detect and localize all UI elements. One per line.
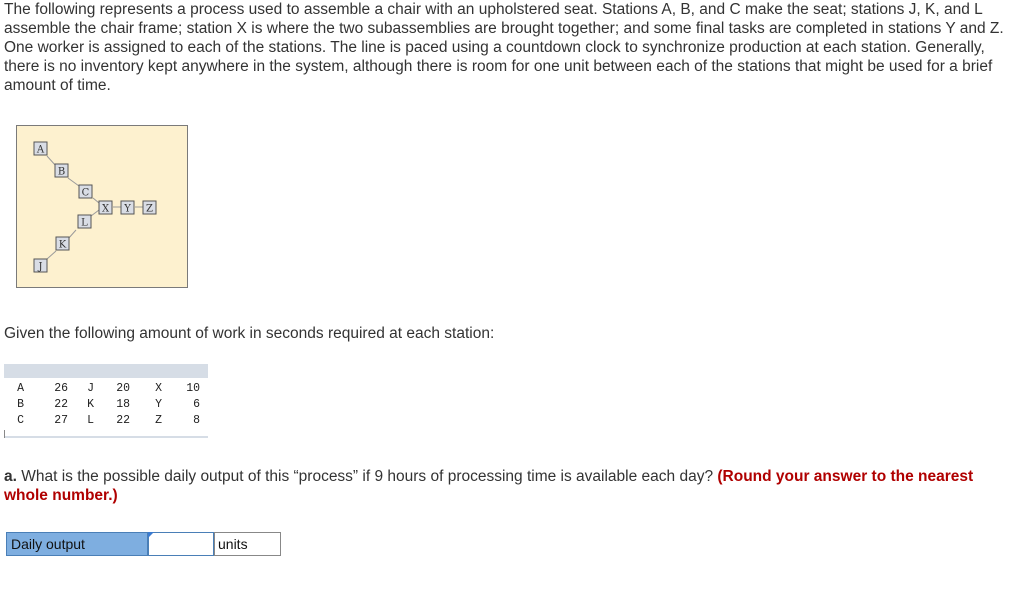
- table-rule-line: [4, 436, 208, 438]
- process-flow-diagram: [16, 125, 188, 288]
- table-cell: 22: [54, 397, 68, 411]
- flow-line-l-x: [91, 210, 99, 216]
- table-header-bar: [4, 364, 208, 378]
- station-x: [99, 201, 112, 215]
- table-row: [4, 396, 200, 412]
- table-cell: A: [17, 381, 24, 395]
- question-text: What is the possible daily output of this “process” if 9 hours of processing time is available each day?: [16, 468, 718, 485]
- station-k: [56, 237, 69, 251]
- station-c-label: C: [81, 187, 90, 199]
- table-cell: X: [155, 381, 162, 395]
- answer-row: [6, 532, 281, 556]
- station-b: [55, 164, 68, 178]
- daily-output-label: Daily output: [6, 532, 148, 556]
- station-j-label: J: [38, 261, 43, 273]
- table-cell: B: [17, 397, 24, 411]
- table-cell: 8: [193, 413, 200, 427]
- station-b-label: B: [57, 166, 66, 178]
- table-cell: L: [87, 413, 94, 427]
- rounding-hint: (Round your answer to the nearest whole number.): [4, 468, 974, 504]
- table-cell: 27: [54, 413, 68, 427]
- table-cell: Z: [155, 413, 162, 427]
- table-bottom-rule: [4, 430, 208, 440]
- station-l: [78, 215, 91, 229]
- units-label: units: [214, 532, 281, 556]
- question-label: a.: [4, 468, 17, 485]
- question-a: [4, 467, 1004, 505]
- table-cell: J: [87, 381, 94, 395]
- table-cell: 20: [116, 381, 130, 395]
- station-z-label: Z: [146, 203, 153, 215]
- daily-output-input-wrapper: [148, 532, 214, 556]
- station-j: [34, 259, 47, 273]
- station-y: [121, 201, 134, 215]
- flow-line-j-k: [47, 251, 56, 259]
- table-cell: 26: [54, 381, 68, 395]
- table-cell: C: [17, 413, 24, 427]
- work-time-table: [4, 364, 208, 440]
- problem-intro: The following represents a process used to assemble a chair with an upholstered seat. Stations A, B, and C make the seat; stations J, K, and L assemble the chair frame; station X is where the two subassemblies are brought together; and some final tasks are completed in stations Y and Z. One worker is assigned to each of the stations. The line is paced using a countdown clock to synchronize production at each station. Generally, there is no inventory kept anywhere in the system, although there is room for one unit between each of the stations that might be used for a brief amount of time.: [4, 1, 1004, 94]
- station-a: [34, 142, 47, 156]
- table-cell: Y: [155, 397, 162, 411]
- table-cell: 18: [116, 397, 130, 411]
- given-text: Given the following amount of work in seconds required at each station:: [4, 325, 495, 342]
- station-k-label: K: [58, 239, 67, 251]
- station-l-label: L: [81, 217, 88, 229]
- flow-line-c-x: [93, 198, 99, 203]
- station-c: [79, 185, 92, 199]
- station-z: [143, 201, 156, 215]
- station-y-label: Y: [124, 203, 131, 215]
- table-row: [4, 412, 200, 428]
- table-cell: 22: [116, 413, 130, 427]
- flow-line-b-c: [68, 178, 79, 186]
- station-a-label: A: [36, 144, 45, 156]
- table-rule-tick: [4, 430, 5, 438]
- table-cell: K: [87, 397, 94, 411]
- table-cell: 6: [193, 397, 200, 411]
- daily-output-input[interactable]: [148, 532, 214, 556]
- work-time-grid: [4, 380, 200, 428]
- input-flag-icon: [148, 532, 154, 538]
- table-cell: 10: [186, 381, 200, 395]
- station-x-label: X: [101, 203, 110, 215]
- process-flow-svg: [17, 126, 189, 289]
- table-row: [4, 380, 200, 396]
